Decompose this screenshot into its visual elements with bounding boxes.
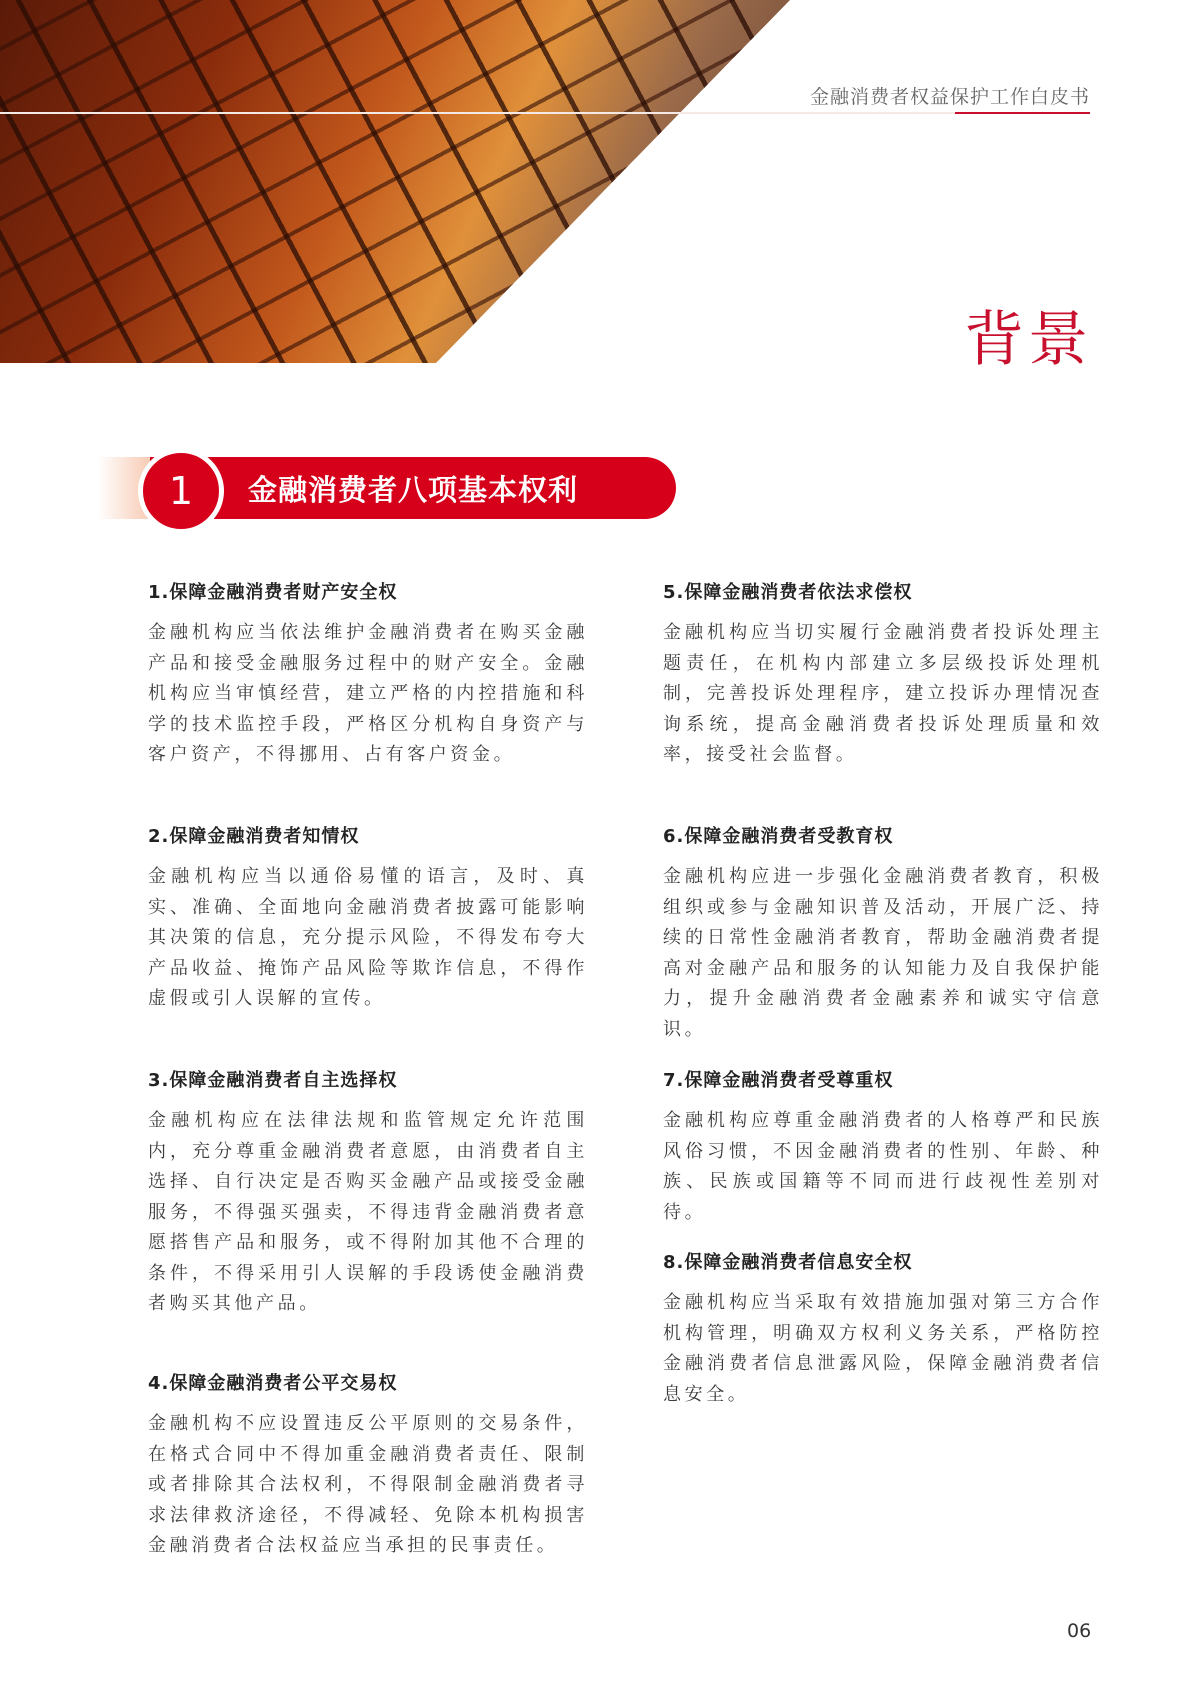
- header-divider: [0, 112, 960, 114]
- item-body: 金融机构应当采取有效措施加强对第三方合作机构管理，明确双方权利义务关系，严格防控金融消费者信息泄露风险，保障金融消费者信息安全。: [663, 1292, 1103, 1405]
- item-body: 金融机构应当以通俗易懂的语言，及时、真实、准确、全面地向金融消费者披露可能影响其决策的信息，充分提示风险，不得发布夸大产品收益、掩饰产品风险等欺诈信息，不得作虚假或引人误解的宣传。: [148, 866, 588, 1009]
- section-title: 背景: [964, 305, 1092, 375]
- item-title: 5.保障金融消费者依法求偿权: [663, 582, 913, 603]
- item-body: 金融机构应进一步强化金融消费者教育，积极组织或参与金融知识普及活动，开展广泛、持续的日常性金融消者教育，帮助金融消费者提高对金融产品和服务的认知能力及自我保护能力，提升金融消费者金融素养和诚实守信意识。: [663, 866, 1103, 1040]
- item-body: 金融机构应在法律法规和监管规定允许范围内，充分尊重金融消费者意愿，由消费者自主选择、自行决定是否购买金融产品或接受金融服务，不得强买强卖，不得违背金融消费者意愿搭售产品和服务，或不得附加其他不合理的条件，不得采用引人误解的手段诱使金融消费者购买其他产品。: [148, 1110, 588, 1314]
- item-title: 1.保障金融消费者财产安全权: [148, 582, 398, 603]
- right-item-6: [663, 822, 1103, 1045]
- item-title: 3.保障金融消费者自主选择权: [148, 1070, 398, 1091]
- right-item-4: [148, 1369, 588, 1562]
- item-title: 2.保障金融消费者知情权: [148, 826, 360, 847]
- item-body: 金融机构不应设置违反公平原则的交易条件，在格式合同中不得加重金融消费者责任、限制或者排除其合法权利，不得限制金融消费者寻求法律救济途径，不得减轻、免除本机构损害金融消费者合法权益应当承担的民事责任。: [148, 1413, 588, 1556]
- right-item-2: [148, 822, 588, 1015]
- item-title: 6.保障金融消费者受教育权: [663, 826, 894, 847]
- right-item-1: [148, 578, 588, 771]
- header-building-photo: [0, 0, 790, 363]
- chapter-title: 金融消费者八项基本权利: [248, 473, 579, 507]
- item-body: 金融机构应当切实履行金融消费者投诉处理主题责任，在机构内部建立多层级投诉处理机制，完善投诉处理程序，建立投诉办理情况查询系统，提高金融消费者投诉处理质量和效率，接受社会监督。: [663, 622, 1103, 765]
- item-title: 7.保障金融消费者受尊重权: [663, 1070, 894, 1091]
- right-item-8: [663, 1248, 1103, 1410]
- item-title: 8.保障金融消费者信息安全权: [663, 1252, 913, 1273]
- item-title: 4.保障金融消费者公平交易权: [148, 1373, 398, 1394]
- document-title: 金融消费者权益保护工作白皮书: [809, 86, 1090, 108]
- right-item-7: [663, 1066, 1103, 1228]
- page-number: 06: [1067, 1620, 1092, 1642]
- chapter-number: 1: [138, 448, 224, 534]
- item-body: 金融机构应尊重金融消费者的人格尊严和民族风俗习惯，不因金融消费者的性别、年龄、种族、民族或国籍等不同而进行歧视性差别对待。: [663, 1110, 1103, 1223]
- header-divider-red: [955, 112, 1090, 114]
- right-item-5: [663, 578, 1103, 771]
- item-body: 金融机构应当依法维护金融消费者在购买金融产品和接受金融服务过程中的财产安全。金融机构应当审慎经营，建立严格的内控措施和科学的技术监控手段，严格区分机构自身资产与客户资产，不得挪用、占有客户资金。: [148, 622, 588, 765]
- right-item-3: [148, 1066, 588, 1320]
